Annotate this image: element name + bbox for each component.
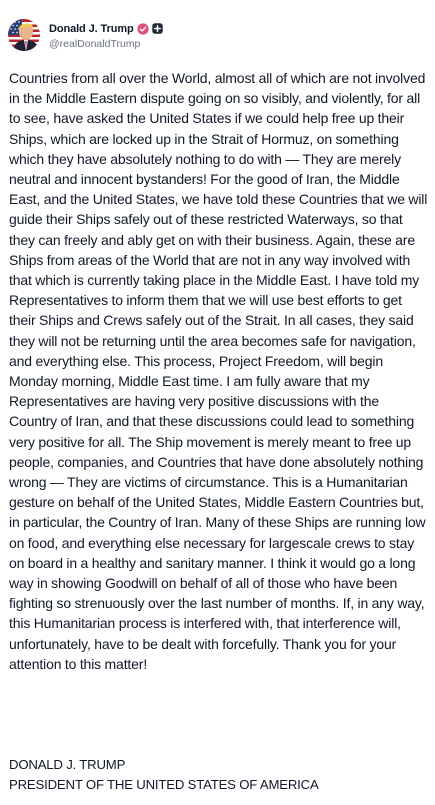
signature-title: PRESIDENT OF THE UNITED STATES OF AMERICA — [9, 777, 319, 792]
name-row — [49, 21, 163, 37]
post-body: Countries from all over the World, almost all of which are not involved in the Middle Eastern dispute going on so visibly, and violently, for all to see, have asked the United States if we could help free up their Ships, which are locked up in the Strait of Hormuz, on something which they have absolutely nothing to do with — They are merely neutral and innocent bystanders! For the good of Iran, the Middle East, and the United States, we have told these Countries that we will guide their Ships safely out of these restricted Waterways, so that they can freely and ably get on with their business. Again, these are Ships from areas of the World that are not in any way involved with that which is currently taking place in the Middle East. I have told my Representatives to inform them that we will use best efforts to get their Ships and Crews safely out of the Strait. In all cases, they said they will not be returning until the area becomes safe for navigation, and everything else. This process, Project Freedom, will begin Monday morning, Middle East time. I am fully aware that my Representatives are having very positive discussions with the Country of Iran, and that these discussions could lead to something very positive for all. The Ship movement is merely meant to free up people, companies, and Countries that have done absolutely nothing wrong — They are victims of circumstance. This is a Humanitarian gesture on behalf of the United States, Middle Eastern Countries but, in particular, the Country of Iran. Many of these Ships are running low on food, and everything else necessary for largescale crews to stay on board in a healthy and sanitary manner. I think it would go a long way in showing Goodwill on behalf of all of those who have been fighting so strenuously over the last number of months. If, in any way, this Humanitarian process is interfered with, that interference will, unfortunately, have to be dealt with forcefully. Thank you for your attention to this matter! — [9, 70, 428, 672]
post-signature — [9, 755, 429, 795]
avatar-flag-icon — [8, 19, 40, 51]
plus-badge-icon — [152, 23, 163, 34]
author-display-name[interactable]: Donald J. Trump — [49, 22, 134, 35]
post-header — [8, 19, 163, 51]
author-handle[interactable]: @realDonaldTrump — [49, 37, 141, 50]
signature-name: DONALD J. TRUMP — [9, 757, 126, 772]
verified-badge-icon — [137, 23, 149, 35]
avatar[interactable] — [8, 19, 40, 51]
author-identity — [49, 21, 163, 50]
